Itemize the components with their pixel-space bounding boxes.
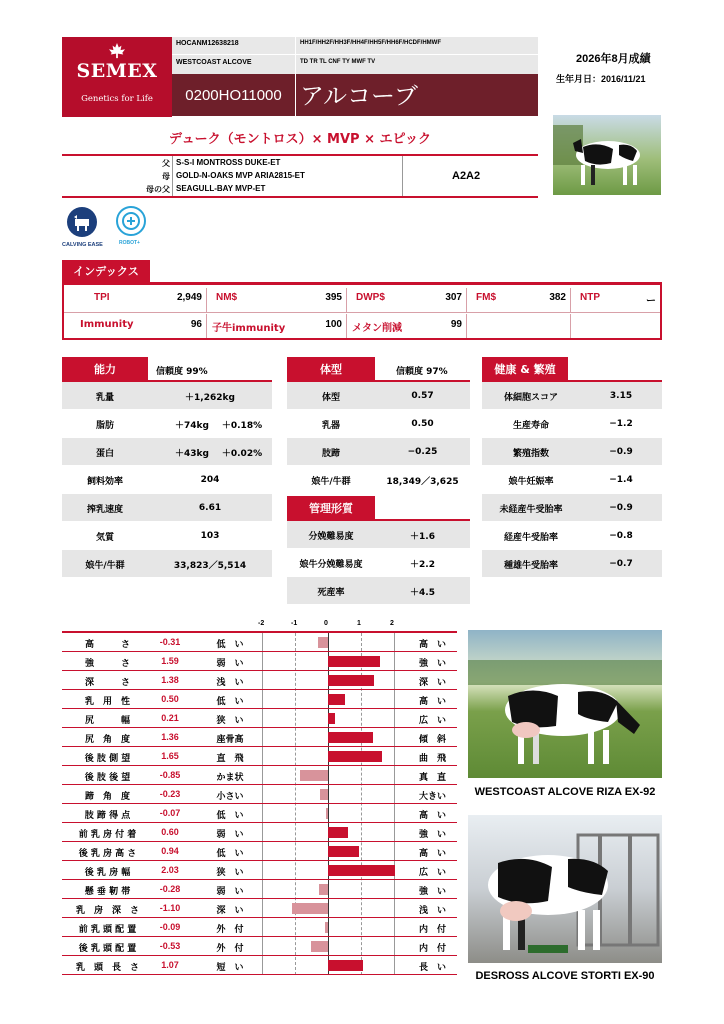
trait-high: 強 い — [418, 830, 446, 840]
trait-bar — [328, 960, 363, 971]
trait-high: 広 い — [418, 716, 446, 726]
trait-name: 強 さ — [84, 659, 130, 669]
trait-low: 弱 い — [216, 830, 244, 840]
trait-bar — [319, 884, 328, 895]
stat-row — [482, 382, 662, 410]
trait-value: -0.53 — [159, 941, 181, 951]
semex-logo — [62, 37, 172, 117]
stat-row — [287, 521, 470, 549]
trait-high: 傾 斜 — [418, 735, 446, 745]
dam-name: GOLD-N-OAKS MVP ARIA2815-ET — [176, 171, 305, 180]
trait-value: 0.94 — [161, 846, 179, 856]
trait-bar — [300, 770, 328, 781]
stat-value-pct — [212, 522, 272, 550]
stat-row — [482, 438, 662, 466]
stat-value: −1.4 — [609, 475, 633, 485]
trait-low: 狭 い — [216, 868, 244, 878]
stat-value-pct — [212, 382, 272, 410]
trait-value: -1.10 — [159, 903, 181, 913]
stat-row — [482, 522, 662, 550]
bull-code: 0200HO11000 — [172, 74, 296, 116]
trait-high: 強 い — [418, 887, 446, 897]
maple-leaf-icon — [108, 43, 126, 59]
trait-low: 直 飛 — [216, 754, 244, 764]
trait-high: 曲 飛 — [418, 754, 446, 764]
stat-label: 死産率 — [317, 587, 345, 598]
trait-name: 後 乳 房 幅 — [84, 868, 131, 878]
stat-row — [482, 466, 662, 494]
stat-label: 体型 — [321, 392, 340, 403]
stat-value: 6.61 — [198, 503, 222, 513]
trait-bar — [328, 846, 359, 857]
stat-value-pct — [212, 494, 272, 522]
trait-low: 浅 い — [216, 678, 244, 688]
health-title: 健康 & 繁殖 — [482, 357, 568, 380]
stat-value: −1.2 — [609, 419, 633, 429]
index-label: TPI — [94, 292, 110, 303]
trait-low: 低 い — [216, 640, 244, 650]
stat-row — [287, 410, 470, 438]
sire-name: S-S-I MONTROSS DUKE-ET — [176, 158, 281, 167]
trait-name: 後 乳 頭 配 置 — [78, 944, 137, 954]
trait-low: 弱 い — [216, 659, 244, 669]
index-value: 2,949 — [176, 292, 202, 303]
linear-scale — [200, 620, 460, 630]
daughter-photo-2 — [468, 815, 662, 963]
stat-value: ＋2.2 — [410, 559, 435, 570]
trait-bar — [292, 903, 328, 914]
trait-name: 後 乳 房 高 さ — [78, 849, 137, 859]
bull-full-name: WESTCOAST ALCOVE — [176, 59, 252, 66]
stat-value: ＋1.6 — [410, 531, 435, 542]
stat-row — [62, 494, 272, 522]
trait-bar — [326, 808, 328, 819]
calving-ease-icon — [67, 207, 97, 237]
production-title: 能力 — [62, 357, 148, 380]
trait-name: 懸 垂 靭 帯 — [84, 887, 131, 897]
stat-row — [62, 410, 272, 438]
trait-bar — [328, 827, 348, 838]
registration-id: HOCANM12638218 — [176, 40, 239, 47]
trait-low: 低 い — [216, 811, 244, 821]
stat-value-pct: ＋0.02% — [221, 448, 263, 459]
trait-value: 1.65 — [161, 751, 179, 761]
trait-low: 低 い — [216, 697, 244, 707]
haplotype-codes: HH1F/HH2F/HH3F/HH4F/HH5F/HH6F/HCDF/HMWF — [300, 40, 441, 46]
trait-name: 前 乳 房 付 着 — [78, 830, 137, 840]
trait-low: 短 い — [216, 963, 244, 973]
daughter-photo-1 — [468, 630, 662, 778]
index-value: 99 — [450, 319, 462, 330]
stat-row — [62, 438, 272, 466]
trait-high: 内 付 — [418, 925, 446, 935]
lineage-title: デューク（モントロス）× MVP × エピック — [169, 132, 431, 147]
mgs-name: SEAGULL-BAY MVP-ET — [176, 184, 266, 193]
stat-row — [287, 577, 470, 605]
stat-row — [62, 382, 272, 410]
trait-codes: TD TR TL CNF TY MWF TV — [300, 59, 376, 65]
stat-row — [62, 466, 272, 494]
index-value: 395 — [325, 292, 342, 303]
trait-value: -0.85 — [159, 770, 181, 780]
robot-icon — [116, 206, 146, 236]
trait-high: 強 い — [418, 659, 446, 669]
scale-tick: 2 — [390, 620, 394, 627]
trait-bar — [328, 656, 380, 667]
trait-name: 乳 用 性 — [84, 697, 130, 707]
index-value: 382 — [549, 292, 566, 303]
scale-tick: -1 — [291, 620, 298, 627]
stat-value: 0.57 — [411, 391, 434, 401]
stat-value: ＋4.5 — [410, 587, 435, 598]
trait-high: 真 直 — [418, 773, 446, 783]
calving-ease-label: CALVING EASE — [62, 242, 103, 248]
sire-photo — [553, 115, 661, 195]
stat-label: 娘牛/牛群 — [311, 476, 351, 487]
trait-high: 長 い — [418, 963, 446, 973]
trait-low: 外 付 — [216, 925, 244, 935]
type-reliability: 信頼度 97% — [396, 367, 448, 377]
stat-label: 未経産牛受胎率 — [499, 504, 563, 515]
daughter-caption-2: DESROSS ALCOVE STORTI EX-90 — [475, 970, 655, 982]
stat-value: 3.15 — [609, 391, 633, 401]
trait-name: 尻 角 度 — [84, 735, 130, 745]
stat-value: ＋43kg — [175, 448, 209, 459]
trait-bar — [328, 713, 335, 724]
index-label: メタン削減 — [352, 323, 402, 334]
stat-row — [287, 466, 470, 494]
trait-high: 高 い — [418, 849, 446, 859]
brand-tagline: Genetics for Life — [81, 94, 153, 104]
trait-bar — [328, 694, 345, 705]
evaluation-date: 2026年8月成績 — [576, 53, 651, 65]
trait-high: 深 い — [418, 678, 446, 688]
trait-low: 低 い — [216, 849, 244, 859]
stat-row — [62, 522, 272, 550]
trait-name: 肢 蹄 得 点 — [84, 811, 131, 821]
stat-label: 経産牛受胎率 — [503, 532, 558, 543]
trait-bar — [328, 732, 373, 743]
index-value: 96 — [190, 319, 202, 330]
trait-name: 後 肢 側 望 — [84, 754, 131, 764]
beta-casein: A2A2 — [452, 170, 481, 182]
stat-value-pct — [212, 466, 272, 494]
index-value: ー — [646, 296, 656, 307]
stat-label: 乳器 — [321, 420, 340, 431]
stat-row — [482, 550, 662, 578]
brand-name: SEMEX — [76, 60, 158, 82]
trait-bar — [328, 865, 395, 876]
trait-value: 1.07 — [161, 960, 179, 970]
stat-label: 娘牛分娩難易度 — [299, 559, 363, 570]
trait-name: 前 乳 頭 配 置 — [78, 925, 137, 935]
stat-value: −0.8 — [609, 531, 633, 541]
trait-name: 乳 房 深 さ — [75, 906, 139, 916]
trait-high: 高 い — [418, 811, 446, 821]
stat-value: ＋74kg — [175, 420, 209, 431]
stat-label: 生産寿命 — [512, 420, 549, 431]
daughter-caption-1: WESTCOAST ALCOVE RIZA EX-92 — [474, 786, 656, 798]
index-label: 子牛immunity — [212, 323, 286, 334]
stat-value: 33,823／5,514 — [173, 560, 247, 571]
management-title: 管理形質 — [287, 496, 375, 519]
stat-row — [287, 549, 470, 577]
trait-value: -0.28 — [159, 884, 181, 894]
trait-low: 外 付 — [216, 944, 244, 954]
trait-value: 2.03 — [161, 865, 179, 875]
stat-value-pct — [212, 550, 272, 578]
index-title: インデックス — [62, 260, 150, 282]
stat-label: 肢蹄 — [321, 448, 340, 459]
stat-value: 204 — [200, 475, 220, 485]
trait-low: かま状 — [216, 773, 244, 783]
trait-high: 大きい — [418, 792, 446, 802]
trait-bar — [318, 637, 328, 648]
trait-name: 乳 頭 長 さ — [75, 963, 139, 973]
trait-low: 深 い — [216, 906, 244, 916]
stat-label: 飼料効率 — [86, 476, 123, 487]
index-label: FM$ — [476, 292, 496, 303]
trait-value: 1.36 — [161, 732, 179, 742]
trait-high: 内 付 — [418, 944, 446, 954]
trait-low: 狭 い — [216, 716, 244, 726]
trait-high: 浅 い — [418, 906, 446, 916]
type-title: 体型 — [287, 357, 375, 380]
stat-label: 脂肪 — [95, 420, 114, 431]
index-value: 100 — [325, 319, 342, 330]
stat-value: −0.9 — [609, 447, 633, 457]
trait-value: -0.23 — [159, 789, 181, 799]
stat-label: 体細胞スコア — [503, 392, 558, 403]
trait-value: -0.07 — [159, 808, 181, 818]
trait-value: -0.09 — [159, 922, 181, 932]
bull-japanese-name: アルコーブ — [300, 82, 418, 110]
stat-label: 蛋白 — [95, 448, 114, 459]
index-label: Immunity — [80, 319, 134, 330]
stat-value: 18,349／3,625 — [386, 476, 459, 487]
health-table — [482, 382, 662, 578]
stat-value-pct: ＋0.18% — [221, 420, 263, 431]
stat-label: 分娩難易度 — [308, 531, 354, 542]
stat-label: 娘牛妊娠率 — [508, 476, 554, 487]
linear-traits-chart — [0, 633, 470, 975]
trait-high: 高 い — [418, 697, 446, 707]
stat-value: −0.7 — [609, 559, 633, 569]
stat-row — [482, 410, 662, 438]
stat-label: 気質 — [95, 532, 114, 543]
scale-tick: 1 — [357, 620, 361, 627]
trait-low: 小さい — [216, 792, 244, 802]
scale-tick: -2 — [258, 620, 265, 627]
trait-name: 深 さ — [84, 678, 130, 688]
trait-bar — [311, 941, 328, 952]
trait-high: 高 い — [418, 640, 446, 650]
robot-label: ROBOT+ — [119, 240, 140, 246]
stat-row — [482, 494, 662, 522]
production-table — [62, 382, 272, 578]
stat-row — [287, 382, 470, 410]
trait-value: 1.38 — [161, 675, 179, 685]
trait-bar — [320, 789, 328, 800]
pedigree-table: 父 S-S-I MONTROSS DUKE-ET 母 GOLD-N-OAKS MVP ARIA2815-ET 母の父 SEAGULL-BAY MVP-ET A2A2 — [62, 156, 538, 198]
trait-value: 0.60 — [161, 827, 179, 837]
trait-bar — [328, 751, 382, 762]
management-table — [287, 521, 470, 605]
stat-value: 0.50 — [411, 419, 434, 429]
stat-value: ＋1,262kg — [185, 392, 235, 403]
trait-value: 1.59 — [161, 656, 179, 666]
stat-label: 搾乳速度 — [86, 504, 123, 515]
stat-value: 103 — [200, 531, 220, 541]
trait-low: 弱 い — [216, 887, 244, 897]
trait-bar — [325, 922, 328, 933]
scale-tick: 0 — [324, 620, 328, 627]
trait-name: 尻 幅 — [84, 716, 130, 726]
trait-name: 後 肢 後 望 — [84, 773, 131, 783]
stat-row — [287, 438, 470, 466]
birth-date: 生年月日：2016/11/21 — [556, 74, 646, 84]
stat-value: −0.25 — [407, 447, 438, 457]
trait-high: 広 い — [418, 868, 446, 878]
trait-name: 蹄 角 度 — [84, 792, 130, 802]
index-label: NTP — [580, 292, 600, 303]
index-value: 307 — [445, 292, 462, 303]
trait-bar — [328, 675, 374, 686]
trait-value: 0.21 — [161, 713, 179, 723]
stat-label: 乳量 — [95, 392, 114, 403]
stat-row — [62, 550, 272, 578]
index-label: DWP$ — [356, 292, 385, 303]
production-reliability: 信頼度 99% — [156, 367, 208, 377]
stat-value: −0.9 — [609, 503, 633, 513]
trait-low: 座骨高 — [216, 735, 244, 745]
stat-label: 種雄牛受胎率 — [503, 560, 558, 571]
trait-value: -0.31 — [159, 637, 181, 647]
stat-label: 繁殖指数 — [512, 448, 549, 459]
stat-label: 娘牛/牛群 — [85, 560, 125, 571]
trait-name: 高 さ — [84, 640, 130, 650]
type-table — [287, 382, 470, 494]
index-label: NM$ — [216, 292, 238, 303]
trait-value: 0.50 — [161, 694, 179, 704]
